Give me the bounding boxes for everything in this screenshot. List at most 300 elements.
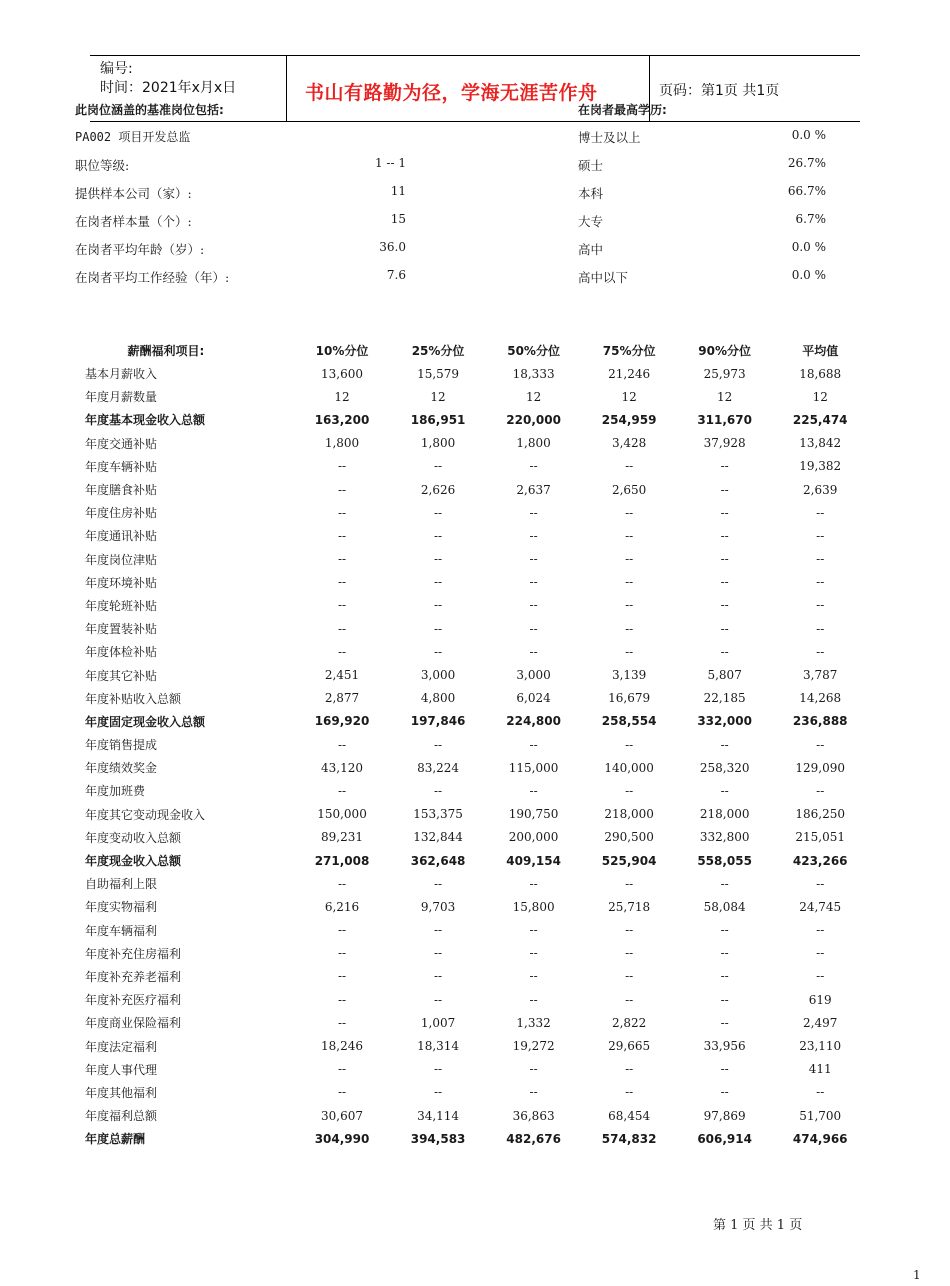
table-cell: 1,007 — [420, 1015, 456, 1030]
table-cell: -- — [434, 737, 443, 752]
table-row — [78, 988, 868, 1011]
table-row — [78, 571, 868, 594]
table-cell: -- — [337, 1015, 347, 1030]
table-cell: -- — [434, 783, 443, 798]
table-cell: -- — [816, 598, 825, 613]
table-cell: -- — [625, 946, 634, 961]
position-value: 11 — [390, 184, 406, 198]
motto-text: 书山有路勤为径，学海无涯苦作舟 — [305, 82, 598, 104]
table-cell: -- — [625, 737, 634, 752]
table-cell: -- — [434, 575, 443, 590]
row-label: 年度岗位津贴 — [85, 552, 158, 567]
table-cell: 14,268 — [799, 691, 842, 706]
table-body — [78, 362, 868, 1150]
table-row — [78, 1011, 868, 1034]
table-row — [78, 942, 868, 965]
table-cell: 311,670 — [697, 412, 752, 427]
table-cell: -- — [434, 459, 443, 474]
table-cell: 258,320 — [699, 760, 750, 775]
covers-label: 此岗位涵盖的基准岗位包括: — [75, 103, 224, 117]
table-row — [78, 408, 868, 431]
education-value: 0.0 % — [791, 268, 826, 282]
table-cell: -- — [625, 992, 634, 1007]
table-cell: -- — [337, 737, 347, 752]
table-cell: 13,842 — [799, 436, 842, 451]
table-cell: -- — [434, 946, 443, 961]
table-cell: 2,639 — [803, 482, 838, 497]
table-cell: 12 — [812, 389, 828, 404]
table-cell: -- — [720, 923, 729, 938]
table-cell: -- — [625, 1085, 634, 1100]
table-row — [78, 687, 868, 710]
table-cell: -- — [720, 575, 729, 590]
table-cell: -- — [625, 621, 634, 636]
table-cell: 394,583 — [410, 1131, 466, 1146]
table-cell: 258,554 — [601, 714, 657, 729]
table-row — [78, 803, 868, 826]
table-cell: 186,250 — [795, 807, 846, 822]
table-cell: -- — [720, 969, 729, 984]
table-cell: 5,807 — [707, 668, 742, 683]
table-cell: 153,375 — [413, 807, 463, 822]
table-cell: 474,966 — [792, 1131, 848, 1146]
table-cell: -- — [434, 923, 443, 938]
row-label: 年度实物福利 — [85, 900, 158, 915]
table-cell: -- — [816, 505, 825, 520]
table-cell: 3,000 — [420, 668, 456, 683]
table-cell: -- — [625, 505, 634, 520]
table-cell: 3,139 — [611, 668, 647, 683]
table-cell: -- — [720, 552, 729, 567]
table-cell: 58,084 — [703, 899, 746, 914]
table-cell: 304,990 — [314, 1131, 370, 1146]
position-label: 职位等级: — [75, 158, 130, 173]
table-cell: 225,474 — [792, 412, 848, 427]
row-label: 年度固定现金收入总额 — [85, 714, 206, 729]
row-label: 年度住房补贴 — [85, 506, 158, 521]
table-cell: -- — [720, 644, 729, 659]
table-row — [78, 455, 868, 478]
table-cell: 525,904 — [601, 853, 657, 868]
table-cell: 140,000 — [604, 760, 654, 775]
table-cell: -- — [529, 575, 538, 590]
table-cell: 36,863 — [512, 1108, 555, 1123]
row-label: 年度法定福利 — [85, 1039, 158, 1054]
table-row — [78, 501, 868, 524]
time-label: 时间：2021年x月x日 — [100, 80, 237, 96]
table-cell: -- — [625, 923, 634, 938]
table-row — [78, 524, 868, 547]
table-cell: -- — [529, 737, 538, 752]
table-row — [78, 895, 868, 918]
table-cell: -- — [529, 969, 538, 984]
table-row — [78, 617, 868, 640]
table-cell: -- — [720, 946, 729, 961]
table-cell: -- — [337, 1085, 347, 1100]
table-row — [78, 548, 868, 571]
salary-benefits-table — [78, 338, 868, 1150]
table-cell: -- — [434, 528, 443, 543]
table-cell: -- — [434, 598, 443, 613]
table-cell: -- — [337, 528, 347, 543]
table-cell: 89,231 — [321, 830, 364, 845]
table-cell: 2,626 — [420, 482, 456, 497]
table-row — [78, 779, 868, 802]
table-cell: -- — [816, 528, 825, 543]
table-cell: -- — [529, 923, 538, 938]
table-cell: 3,000 — [516, 668, 551, 683]
table-row — [78, 919, 868, 942]
table-row — [78, 1081, 868, 1104]
row-label: 年度交通补贴 — [85, 436, 158, 451]
row-label: 年度销售提成 — [85, 738, 158, 753]
table-cell: -- — [720, 1015, 729, 1030]
table-cell: -- — [816, 1085, 825, 1100]
footer-page-text: 第 1 页 共 1 页 — [713, 1218, 803, 1233]
table-cell: -- — [337, 482, 347, 497]
table-cell: -- — [434, 1085, 443, 1100]
column-header-p50: 50%分位 — [507, 343, 560, 358]
column-header-average: 平均值 — [802, 343, 839, 358]
row-label: 年度车辆福利 — [85, 923, 158, 938]
table-cell: 2,650 — [611, 482, 647, 497]
table-cell: -- — [625, 598, 634, 613]
table-cell: 51,700 — [799, 1108, 842, 1123]
position-label: 在岗者样本量（个）: — [75, 214, 192, 229]
table-cell: 25,718 — [608, 899, 651, 914]
education-label: 本科 — [578, 186, 604, 201]
table-cell: -- — [529, 552, 538, 567]
table-cell: -- — [434, 505, 443, 520]
education-label: 大专 — [578, 214, 604, 229]
header-bottom-rule — [90, 121, 860, 122]
table-cell: -- — [529, 876, 538, 891]
table-cell: -- — [434, 969, 443, 984]
table-row — [78, 594, 868, 617]
table-cell: 16,679 — [608, 691, 651, 706]
table-cell: -- — [529, 992, 538, 1007]
table-cell: -- — [337, 621, 347, 636]
table-cell: -- — [337, 783, 347, 798]
table-cell: 2,451 — [324, 668, 360, 683]
table-cell: -- — [529, 1062, 538, 1077]
table-cell: 22,185 — [703, 691, 746, 706]
table-cell: -- — [529, 459, 538, 474]
row-label: 年度其它补贴 — [85, 668, 158, 683]
row-label: 年度其他福利 — [85, 1085, 158, 1100]
table-cell: 30,607 — [321, 1108, 364, 1123]
row-label: 年度置装补贴 — [85, 622, 158, 637]
table-cell: 15,579 — [417, 366, 460, 381]
table-cell: -- — [625, 528, 634, 543]
table-cell: -- — [816, 783, 825, 798]
table-cell: -- — [816, 644, 825, 659]
table-cell: 332,000 — [697, 714, 752, 729]
table-row — [78, 362, 868, 385]
table-cell: -- — [625, 575, 634, 590]
row-label: 年度现金收入总额 — [85, 854, 182, 869]
position-value: 1 -- 1 — [374, 156, 406, 170]
table-row — [78, 965, 868, 988]
table-cell: 254,959 — [601, 412, 657, 427]
table-row — [78, 1034, 868, 1057]
table-cell: -- — [529, 505, 538, 520]
table-cell: -- — [337, 876, 347, 891]
table-cell: 6,216 — [324, 899, 360, 914]
table-cell: -- — [434, 876, 443, 891]
table-cell: 129,090 — [795, 760, 846, 775]
table-cell: 6,024 — [516, 691, 551, 706]
table-cell: 9,703 — [420, 899, 456, 914]
table-cell: 12 — [621, 389, 637, 404]
position-code-title: PA002 项目开发总监 — [75, 130, 191, 144]
table-cell: -- — [720, 482, 729, 497]
table-cell: 332,800 — [699, 830, 750, 845]
table-cell: -- — [720, 783, 729, 798]
table-row — [78, 432, 868, 455]
table-cell: 197,846 — [410, 714, 466, 729]
row-label: 年度补充住房福利 — [85, 946, 182, 961]
table-cell: -- — [529, 946, 538, 961]
table-cell: -- — [720, 528, 729, 543]
education-value: 6.7% — [795, 212, 826, 226]
table-row — [78, 1104, 868, 1127]
table-row — [78, 756, 868, 779]
table-cell: 15,800 — [512, 899, 555, 914]
table-cell: -- — [529, 528, 538, 543]
table-cell: -- — [625, 783, 634, 798]
table-cell: 25,973 — [703, 366, 746, 381]
education-label: 硕士 — [578, 158, 604, 173]
table-cell: 409,154 — [506, 853, 561, 868]
table-cell: -- — [434, 644, 443, 659]
page-info: 页码：第1页 共1页 — [659, 83, 780, 99]
row-label: 年度体检补贴 — [85, 645, 158, 660]
table-cell: 423,266 — [792, 853, 848, 868]
table-row — [78, 826, 868, 849]
table-cell: -- — [529, 783, 538, 798]
education-value: 66.7% — [787, 184, 826, 198]
table-cell: 200,000 — [508, 830, 559, 845]
education-value: 0.0 % — [791, 240, 826, 254]
education-label: 博士及以上 — [578, 130, 641, 145]
table-cell: -- — [720, 1085, 729, 1100]
table-cell: 215,051 — [795, 830, 846, 845]
table-cell: -- — [337, 946, 347, 961]
header-top-rule — [90, 55, 860, 56]
education-value: 26.7% — [787, 156, 826, 170]
table-cell: 2,637 — [516, 482, 551, 497]
table-row — [78, 872, 868, 895]
table-cell: -- — [720, 992, 729, 1007]
row-label: 年度补充医疗福利 — [85, 993, 182, 1008]
table-cell: -- — [434, 1062, 443, 1077]
table-cell: 619 — [808, 992, 832, 1007]
position-value: 36.0 — [379, 240, 406, 254]
table-cell: 218,000 — [699, 807, 750, 822]
table-cell: -- — [816, 621, 825, 636]
table-cell: 1,332 — [516, 1015, 551, 1030]
position-label: 在岗者平均年龄（岁）: — [75, 242, 205, 257]
table-cell: -- — [337, 1062, 347, 1077]
table-cell: -- — [625, 969, 634, 984]
table-cell: 18,246 — [321, 1039, 364, 1054]
column-header-p25: 25%分位 — [411, 343, 465, 358]
table-cell: 606,914 — [697, 1131, 752, 1146]
table-cell: 33,956 — [703, 1039, 746, 1054]
table-row — [78, 640, 868, 663]
table-cell: 574,832 — [601, 1131, 657, 1146]
table-cell: 23,110 — [799, 1039, 842, 1054]
education-label: 高中以下 — [578, 270, 629, 285]
table-cell: 97,869 — [703, 1108, 746, 1123]
row-label: 年度加班费 — [85, 784, 146, 799]
serial-label: 编号: — [100, 61, 133, 77]
table-cell: -- — [337, 552, 347, 567]
table-cell: -- — [337, 969, 347, 984]
table-cell: -- — [337, 459, 347, 474]
table-cell: -- — [337, 644, 347, 659]
position-label: 在岗者平均工作经验（年）: — [75, 270, 230, 285]
table-cell: -- — [625, 459, 634, 474]
table-cell: -- — [720, 621, 729, 636]
table-cell: 12 — [717, 389, 733, 404]
table-cell: 3,787 — [803, 668, 838, 683]
table-cell: 115,000 — [508, 760, 559, 775]
education-title: 在岗者最高学历: — [578, 103, 667, 117]
table-cell: 18,333 — [512, 366, 555, 381]
row-label: 年度月薪数量 — [85, 390, 158, 405]
table-row — [78, 733, 868, 756]
table-cell: -- — [816, 876, 825, 891]
table-cell: 558,055 — [697, 853, 752, 868]
table-cell: -- — [337, 923, 347, 938]
position-value: 15 — [390, 212, 406, 226]
table-cell: -- — [816, 552, 825, 567]
table-cell: 1,800 — [324, 436, 360, 451]
table-cell: 2,822 — [611, 1015, 647, 1030]
table-cell: -- — [434, 552, 443, 567]
table-cell: 4,800 — [420, 691, 456, 706]
table-cell: -- — [720, 876, 729, 891]
row-label: 年度膳食补贴 — [85, 483, 158, 498]
row-label: 年度其它变动现金收入 — [85, 807, 206, 822]
table-cell: 1,800 — [516, 436, 551, 451]
row-label: 年度轮班补贴 — [85, 598, 158, 613]
table-row — [78, 849, 868, 872]
table-cell: 290,500 — [604, 830, 654, 845]
table-cell: 132,844 — [413, 830, 463, 845]
education-label: 高中 — [578, 242, 604, 257]
table-cell: -- — [625, 552, 634, 567]
table-cell: -- — [816, 575, 825, 590]
table-cell: 19,272 — [512, 1039, 555, 1054]
row-label: 年度补充养老福利 — [85, 969, 182, 984]
column-header-p90: 90%分位 — [698, 343, 752, 358]
column-header-p10: 10%分位 — [315, 343, 369, 358]
table-cell: 18,688 — [799, 366, 842, 381]
row-label: 年度总薪酬 — [85, 1132, 146, 1147]
row-label: 年度人事代理 — [85, 1062, 158, 1077]
table-cell: 18,314 — [417, 1039, 460, 1054]
table-cell: 24,745 — [799, 899, 842, 914]
table-cell: -- — [529, 644, 538, 659]
table-cell: 43,120 — [321, 760, 364, 775]
table-cell: -- — [337, 598, 347, 613]
row-label: 年度绩效奖金 — [85, 761, 158, 776]
row-label: 自助福利上限 — [85, 877, 158, 892]
table-cell: 37,928 — [703, 436, 746, 451]
row-label: 年度环境补贴 — [85, 575, 158, 590]
table-cell: 169,920 — [314, 714, 370, 729]
education-value: 0.0 % — [791, 128, 826, 142]
table-cell: -- — [529, 598, 538, 613]
table-cell: 220,000 — [506, 412, 561, 427]
column-header-p75: 75%分位 — [602, 343, 656, 358]
table-cell: 19,382 — [799, 459, 842, 474]
row-label: 年度福利总额 — [85, 1109, 158, 1124]
row-label: 基本月薪收入 — [85, 367, 158, 382]
table-cell: -- — [816, 737, 825, 752]
table-cell: -- — [625, 876, 634, 891]
table-cell: 13,600 — [321, 366, 364, 381]
table-cell: 218,000 — [604, 807, 654, 822]
table-cell: 34,114 — [417, 1108, 460, 1123]
table-cell: -- — [337, 505, 347, 520]
table-cell: -- — [816, 923, 825, 938]
table-cell: -- — [720, 737, 729, 752]
table-cell: -- — [720, 505, 729, 520]
corner-page-number: 1 — [913, 1268, 921, 1282]
table-cell: 163,200 — [314, 412, 370, 427]
table-cell: 12 — [525, 389, 542, 404]
header-divider-left — [286, 55, 287, 121]
table-cell: 411 — [808, 1062, 832, 1077]
table-cell: -- — [529, 1085, 538, 1100]
table-cell: 83,224 — [417, 760, 460, 775]
table-row — [78, 1058, 868, 1081]
position-value: 7.6 — [386, 268, 406, 282]
table-cell: -- — [625, 1062, 634, 1077]
table-cell: 190,750 — [508, 807, 559, 822]
table-cell: 12 — [430, 389, 446, 404]
table-cell: -- — [816, 969, 825, 984]
table-cell: 2,877 — [324, 691, 360, 706]
table-cell: 186,951 — [410, 412, 466, 427]
table-cell: 1,800 — [420, 436, 456, 451]
table-cell: -- — [720, 1062, 729, 1077]
table-row — [78, 663, 868, 686]
table-cell: -- — [625, 644, 634, 659]
row-label: 年度补贴收入总额 — [85, 691, 182, 706]
table-row — [78, 1127, 868, 1150]
row-label: 年度商业保险福利 — [85, 1016, 182, 1031]
row-label: 年度基本现金收入总额 — [85, 413, 206, 428]
table-cell: 3,428 — [611, 436, 647, 451]
table-cell: -- — [720, 598, 729, 613]
table-cell: -- — [529, 621, 538, 636]
table-cell: -- — [720, 459, 729, 474]
table-row — [78, 385, 868, 408]
table-cell: 362,648 — [410, 853, 466, 868]
table-cell: -- — [816, 946, 825, 961]
table-cell: 482,676 — [506, 1131, 561, 1146]
table-cell: 150,000 — [317, 807, 367, 822]
table-row — [78, 710, 868, 733]
table-cell: -- — [337, 992, 347, 1007]
position-label: 提供样本公司（家）: — [75, 186, 192, 201]
row-label: 年度变动收入总额 — [85, 830, 182, 845]
